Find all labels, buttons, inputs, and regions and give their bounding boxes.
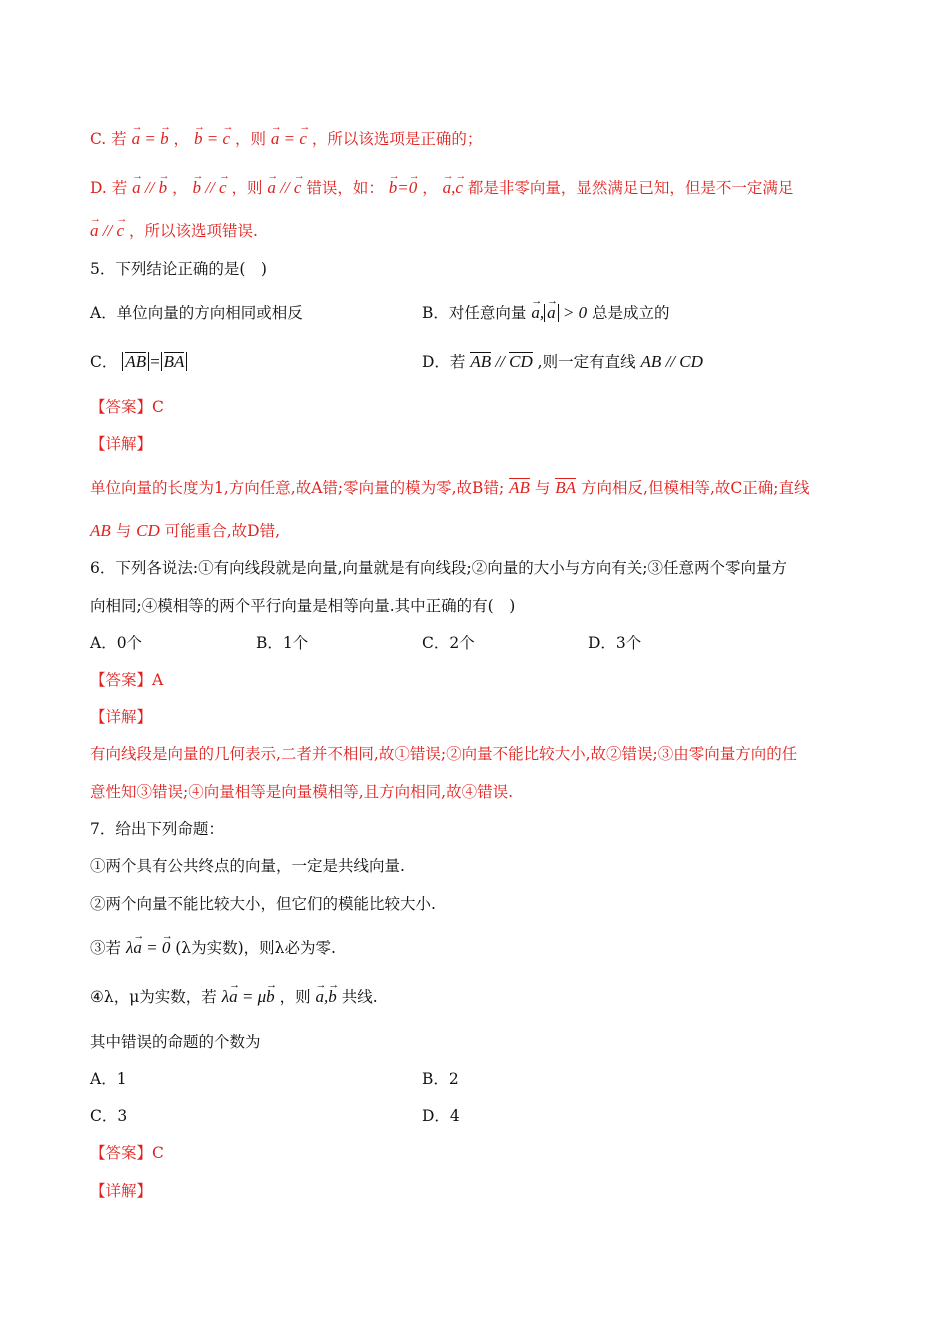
vector-c: → c [294,177,302,199]
text: C． [90,353,118,371]
text: ③若 [90,939,122,957]
q5-option-b: B．对任意向量 → a,→ a > 0 总是成立的 [422,302,670,324]
text: C. 若 [90,130,127,148]
text: ， [173,130,190,148]
vector-AB: AB [470,352,492,371]
eq: = [283,129,296,148]
vector-a: → a [132,177,141,199]
vector-a: → a [267,177,276,199]
q5-answer: 【答案】C [90,398,164,416]
text: 单位向量的长度为1,方向任意,故A错;零向量的模为零,故B错; [90,479,505,497]
line-AB: AB [640,352,662,371]
vector-b: → b [266,986,275,1008]
vector-a: → a [229,986,238,1008]
text: ，则 [234,130,266,148]
q7-proposition-3 [90,937,336,959]
q7-proposition-2: ②两个向量不能比较大小，但它们的模能比较大小. [90,895,436,913]
vector-b: → b [160,128,169,150]
q7-proposition-1: ①两个具有公共终点的向量，一定是共线向量. [90,857,405,875]
text: ，所以该选项错误. [128,222,258,240]
q5-detail-heading: 【详解】 [90,435,153,453]
option-c-explanation [90,128,482,150]
vector-a: → a [90,220,99,242]
vector-a: → a [133,937,142,959]
text: 与 [115,522,132,540]
q5-option-c [90,351,187,373]
parallel: // [144,178,155,197]
text: ，所以该选项是正确的； [311,130,483,148]
text: ,则一定有直线 [537,353,636,371]
eq: = [146,938,158,957]
q6-option-a: A．0个 [90,634,143,652]
text: 与 [534,479,551,497]
vector-a: → a [316,986,325,1008]
parallel: // [495,352,505,371]
text: ， [172,179,188,197]
eq: = [397,178,409,197]
question-5-stem: 5．下列结论正确的是( ) [90,260,267,278]
vector-BA: BA [555,478,577,497]
text: 可能重合,故D错, [164,522,281,540]
vector-c: → c [222,128,230,150]
q7-ask: 其中错误的命题的个数为 [90,1033,261,1051]
vector-CD: CD [509,352,533,371]
text: 错误，如： [306,179,384,197]
line-CD: CD [136,521,160,540]
q6-option-d: D．3个 [588,634,642,652]
line-CD: CD [679,352,703,371]
vector-b: → b [159,177,168,199]
q7-answer: 【答案】C [90,1144,164,1162]
vector-b: → b [389,177,398,199]
q6-detail-heading: 【详解】 [90,708,153,726]
option-d-explanation: D. 若 → a // → b ， → b // → c ，则 → a // → c 错误，如： → b=→ 0 ， → a,→ c 都是非零向量，显然满足已知，但是不一定满足 [90,177,793,199]
text: 方向相反,但模相等,故C正确;直线 [581,479,810,497]
q6-option-b: B．1个 [256,634,309,652]
parallel: // [280,178,290,197]
vector-c: → c [299,128,307,150]
eq: = [241,987,254,1006]
text: ，则 [279,988,311,1006]
vector-a: → a [531,302,540,324]
text: ④λ，μ为实数，若 [90,988,217,1006]
parallel: // [665,352,676,371]
q5-explanation [90,477,809,499]
vector-a: → a [132,128,141,150]
q6-explanation-cont: 意性知③错误;④向量相等是向量模相等,且方向相同,故④错误. [90,783,514,801]
mu: μ [257,987,267,1006]
vector-c: → c [219,177,227,199]
eq: = [149,352,161,371]
zero-vector: → 0 [162,937,171,959]
text: 总是成立的 [592,304,670,322]
zero-vector: → 0 [409,177,418,199]
text: 都是非零向量，显然满足已知，但是不一定满足 [467,179,794,197]
text: (λ为实数)，则λ必为零. [175,939,336,957]
parallel: // [102,221,113,240]
text: ， [422,179,438,197]
eq: = [206,129,219,148]
text: 共线. [341,988,378,1006]
eq: = [144,129,156,148]
q6-explanation: 有向线段是向量的几何表示,二者并不相同,故①错误;②向量不能比较大小,故②错误;③由零向量方向的任 [90,745,798,763]
q7-option-a: A．1 [90,1070,127,1088]
q5-explanation-cont [90,520,280,542]
q5-option-d [422,351,703,373]
lambda: λ [125,938,134,957]
text: B．对任意向量 [422,304,527,322]
q7-option-c: C．3 [90,1107,128,1125]
vector-b: → b [194,128,203,150]
parallel: // [205,178,215,197]
vector-a: → a [443,177,452,199]
vector-AB: AB [125,352,147,371]
q7-detail-heading: 【详解】 [90,1182,153,1200]
vector-a: → a [271,128,280,150]
gt-zero: > 0 [562,303,588,322]
vector-BA: BA [163,352,185,371]
vector-b: → b [328,986,337,1008]
vector-c: → c [116,220,124,242]
q6-answer: 【答案】A [90,671,164,689]
vector-b: → b [193,177,202,199]
q7-option-d: D．4 [422,1107,460,1125]
lambda: λ [221,987,230,1006]
text: D. 若 [90,179,128,197]
question-7-stem: 7．给出下列命题： [90,820,224,838]
q7-option-b: B．2 [422,1070,459,1088]
vector-a: → a [547,304,556,322]
vector-AB: AB [509,478,530,497]
q7-proposition-4: ④λ，μ为实数，若 λ→ a = μ→ b ，则 → a,→ b 共线. [90,986,378,1008]
text: D．若 [422,353,466,371]
text: ，则 [231,179,263,197]
vector-c: → c [455,177,463,199]
question-6-stem: 6．下列各说法:①有向线段就是向量,向量就是有向线段;②向量的大小与方向有关;③任意两个零向量方 [90,559,787,577]
q5-option-a: A．单位向量的方向相同或相反 [90,304,303,322]
line-AB: AB [90,521,111,540]
question-6-stem-cont: 向相同;④模相等的两个平行向量是相等向量.其中正确的有( ) [90,597,516,615]
option-d-explanation-cont [90,220,258,242]
q6-option-c: C．2个 [422,634,475,652]
